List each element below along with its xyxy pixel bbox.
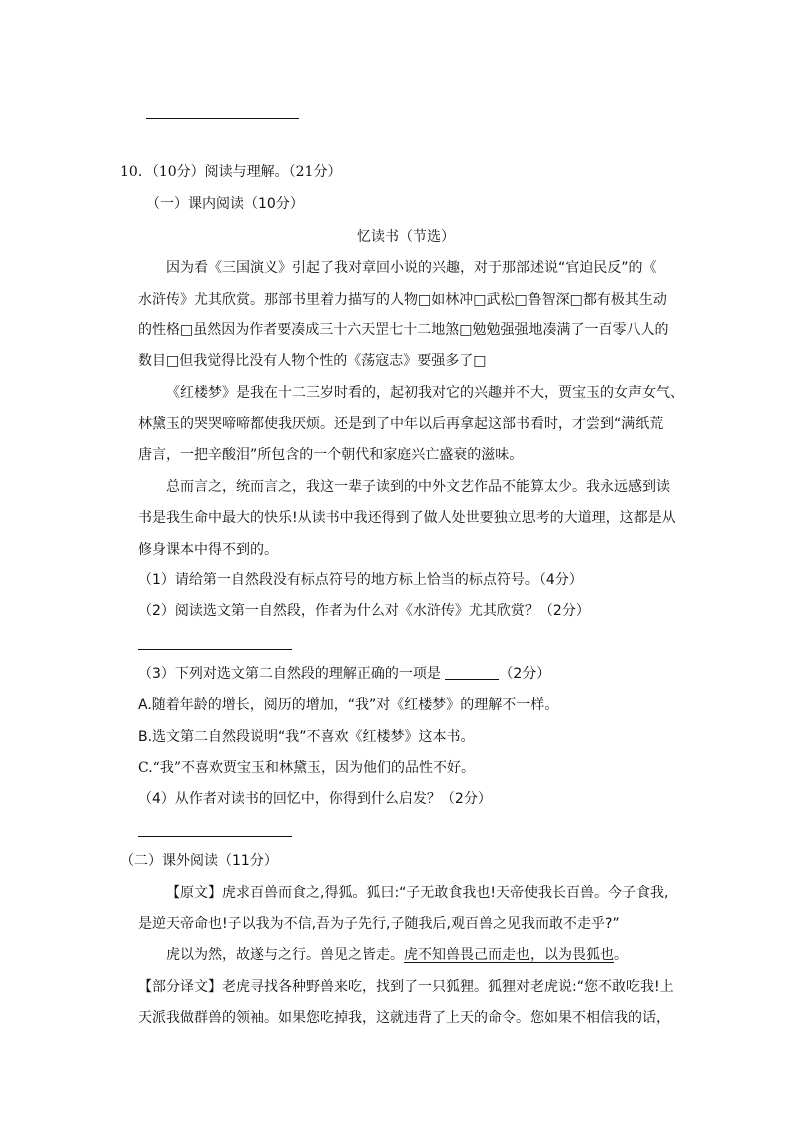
original-line-1: 【原文】虎求百兽而食之,得狐。狐曰:“子无敢食我也!天帝使我长百兽。今子食我, [166, 885, 669, 901]
sub-question-4: （4）从作者对读书的回忆中，你得到什么启发？（2分） [138, 791, 492, 807]
answer-blank-3[interactable] [445, 664, 499, 680]
p1-line-2: 水浒传》尤其欣赏。那部书里着力描写的人物□如林冲□武松□鲁智深□都有极其生动 [138, 292, 667, 308]
sub-question-3-suffix: （2分） [499, 666, 551, 682]
question-10-header: 10．（10分）阅读与理解。（21分） [120, 164, 342, 180]
answer-line-top[interactable] [146, 118, 299, 119]
original-line-3-text: 虎以为然，故遂与之行。兽见之皆走。 [166, 947, 404, 963]
original-line-3-end: 。 [614, 947, 628, 963]
sub-question-2: （2）阅读选文第一自然段，作者为什么对《水浒传》尤其欣赏？（2分） [138, 603, 590, 619]
part1-title: （一）课内阅读（10分） [146, 196, 304, 212]
underlined-sentence: 虎不知兽畏己而走也，以为畏狐也 [404, 947, 614, 963]
original-line-3 [166, 945, 628, 965]
option-a: A.随着年龄的增长，阅历的增加，“我”对《红楼梦》的理解不一样。 [138, 697, 559, 713]
p2-line-2: 林黛玉的哭哭啼啼都使我厌烦。还是到了中年以后再拿起这部书看时，才尝到“满纸荒 [138, 416, 664, 432]
original-line-2: 是逆天帝命也!子以我为不信,吾为子先行,子随我后,观百兽之见我而敢不走乎?” [138, 916, 620, 932]
p1-line-4: 数目□但我觉得比没有人物个性的《荡寇志》要强多了□ [138, 353, 487, 369]
p2-line-3: 唐言，一把辛酸泪”所包含的一个朝代和家庭兴亡盛衰的滋味。 [138, 447, 524, 463]
translation-line-1: 【部分译文】老虎寻找各种野兽来吃，找到了一只狐狸。狐狸对老虎说:“您不敢吃我!上 [138, 979, 674, 995]
p1-line-1: 因为看《三国演义》引起了我对章回小说的兴趣，对于那部述说“官迫民反”的《 [166, 260, 657, 276]
option-c: C.“我”不喜欢贾宝玉和林黛玉，因为他们的品性不好。 [138, 760, 475, 776]
sub-question-1: （1）请给第一自然段没有标点符号的地方标上恰当的标点符号。（4分） [138, 572, 583, 588]
part2-title: （二）课外阅读（11分） [120, 853, 278, 869]
translation-line-2: 天派我做群兽的领袖。如果您吃掉我，这就违背了上天的命令。您如果不相信我的话， [138, 1010, 670, 1026]
option-b: B.选文第二自然段说明“我”不喜欢《红楼梦》这本书。 [138, 729, 475, 745]
sub-question-3-prefix: （3）下列对选文第二自然段的理解正确的一项是 [138, 666, 446, 682]
answer-line-4[interactable] [138, 836, 292, 837]
p3-line-2: 书是我生命中最大的快乐!从读书中我还得到了做人处世要独立思考的大道理，这都是从 [138, 510, 676, 526]
p1-line-3: 的性格□虽然因为作者要凑成三十六天罡七十二地煞□勉勉强强地凑满了一百零八人的 [138, 322, 669, 338]
p3-line-1: 总而言之，统而言之，我这一辈子读到的中外文艺作品不能算太少。我永远感到读 [166, 479, 670, 495]
passage-title: 忆读书（节选） [357, 229, 455, 245]
answer-line-2[interactable] [138, 649, 292, 650]
p2-line-1: 《红楼梦》是我在十二三岁时看的，起初我对它的兴趣并不大，贾宝玉的女声女气、 [166, 385, 684, 401]
p3-line-3: 修身课本中得不到的。 [138, 542, 278, 558]
sub-question-3 [138, 664, 550, 684]
